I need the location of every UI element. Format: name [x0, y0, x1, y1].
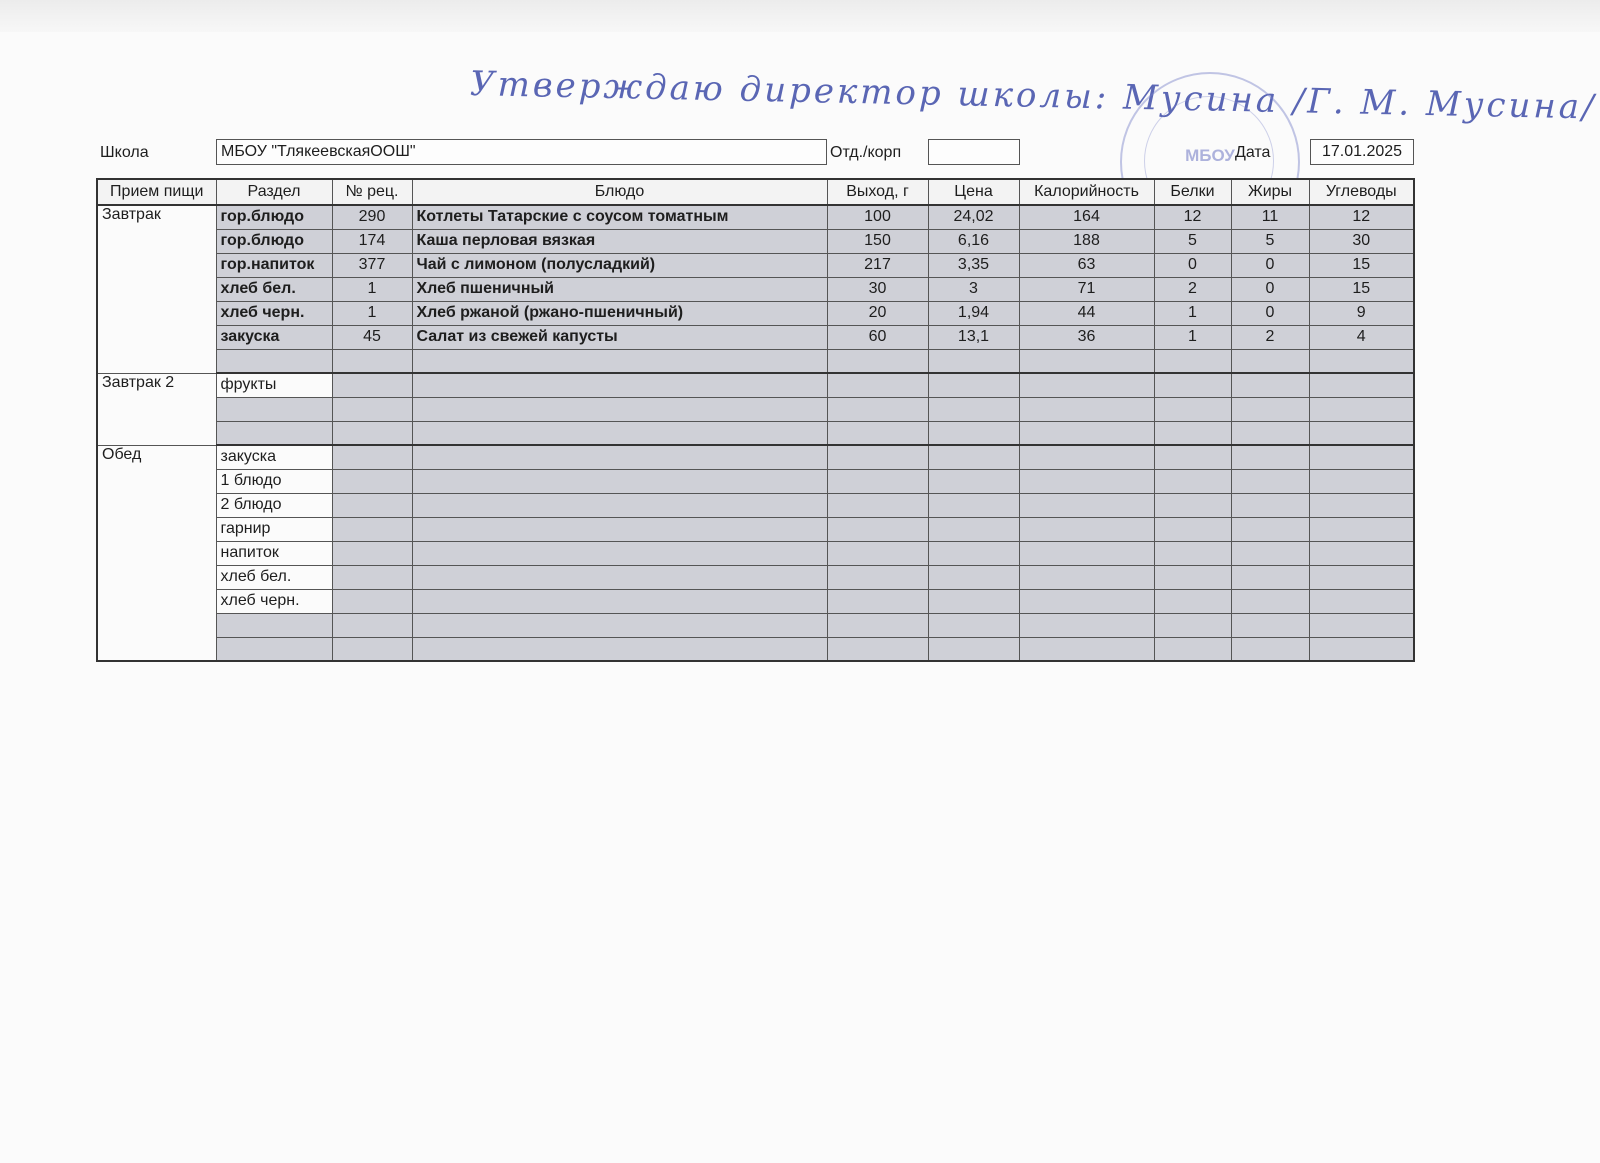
cell-kcal: 63 [1019, 253, 1154, 277]
table-row [97, 613, 1414, 637]
cell-protein [1154, 469, 1231, 493]
cell-carbs [1309, 445, 1414, 469]
table-row [97, 373, 1414, 397]
cell-section: 2 блюдо [216, 493, 332, 517]
cell-carbs [1309, 613, 1414, 637]
cell-dish [412, 589, 827, 613]
col-price: Цена [928, 179, 1019, 205]
cell-fat: 5 [1231, 229, 1309, 253]
cell-section: закуска [216, 325, 332, 349]
cell-kcal [1019, 445, 1154, 469]
col-meal: Прием пищи [97, 179, 216, 205]
cell-recipe [332, 493, 412, 517]
cell-section: гор.блюдо [216, 205, 332, 229]
school-field[interactable]: МБОУ "ТлякеевскаяООШ" [216, 139, 827, 165]
cell-recipe: 174 [332, 229, 412, 253]
col-carbs: Углеводы [1309, 179, 1414, 205]
cell-dish: Хлеб пшеничный [412, 277, 827, 301]
cell-output: 60 [827, 325, 928, 349]
cell-fat [1231, 541, 1309, 565]
cell-dish: Хлеб ржаной (ржано-пшеничный) [412, 301, 827, 325]
approval-signature: Утверждаю директор школы: Мусина /Г. М. Мусина/ [469, 64, 1597, 128]
cell-section [216, 613, 332, 637]
cell-recipe [332, 469, 412, 493]
cell-carbs: 4 [1309, 325, 1414, 349]
cell-output [827, 373, 928, 397]
cell-price [928, 349, 1019, 373]
cell-recipe [332, 445, 412, 469]
cell-fat [1231, 517, 1309, 541]
cell-fat [1231, 613, 1309, 637]
cell-section: гарнир [216, 517, 332, 541]
cell-price [928, 589, 1019, 613]
cell-kcal [1019, 517, 1154, 541]
cell-protein [1154, 445, 1231, 469]
cell-output [827, 445, 928, 469]
table-row [97, 445, 1414, 469]
cell-section [216, 637, 332, 661]
cell-output: 100 [827, 205, 928, 229]
cell-kcal [1019, 421, 1154, 445]
cell-kcal [1019, 469, 1154, 493]
cell-recipe: 290 [332, 205, 412, 229]
cell-protein: 12 [1154, 205, 1231, 229]
cell-price [928, 373, 1019, 397]
cell-kcal [1019, 397, 1154, 421]
cell-protein [1154, 421, 1231, 445]
cell-fat [1231, 373, 1309, 397]
table-row [97, 517, 1414, 541]
cell-section [216, 397, 332, 421]
cell-recipe [332, 541, 412, 565]
cell-dish [412, 469, 827, 493]
col-kcal: Калорийность [1019, 179, 1154, 205]
meal-breakfast2: Завтрак 2 [97, 373, 216, 445]
cell-dish [412, 373, 827, 397]
cell-protein: 0 [1154, 253, 1231, 277]
cell-fat [1231, 445, 1309, 469]
cell-output: 20 [827, 301, 928, 325]
cell-carbs: 12 [1309, 205, 1414, 229]
cell-price [928, 541, 1019, 565]
cell-carbs [1309, 493, 1414, 517]
cell-protein [1154, 517, 1231, 541]
cell-carbs [1309, 541, 1414, 565]
cell-section [216, 349, 332, 373]
cell-section: фрукты [216, 373, 332, 397]
cell-kcal [1019, 349, 1154, 373]
table-row [97, 565, 1414, 589]
col-section: Раздел [216, 179, 332, 205]
cell-output [827, 589, 928, 613]
cell-section: гор.блюдо [216, 229, 332, 253]
cell-output [827, 349, 928, 373]
table-row [97, 589, 1414, 613]
cell-protein [1154, 493, 1231, 517]
table-row [97, 253, 1414, 277]
cell-carbs [1309, 637, 1414, 661]
cell-section: гор.напиток [216, 253, 332, 277]
cell-price [928, 637, 1019, 661]
cell-protein: 1 [1154, 325, 1231, 349]
cell-carbs [1309, 469, 1414, 493]
table-row [97, 397, 1414, 421]
cell-price [928, 613, 1019, 637]
cell-recipe [332, 349, 412, 373]
table-row [97, 325, 1414, 349]
cell-output [827, 637, 928, 661]
cell-carbs: 9 [1309, 301, 1414, 325]
cell-output [827, 565, 928, 589]
cell-kcal [1019, 637, 1154, 661]
cell-recipe [332, 613, 412, 637]
cell-price: 13,1 [928, 325, 1019, 349]
cell-price [928, 493, 1019, 517]
table-row [97, 229, 1414, 253]
table-row [97, 493, 1414, 517]
cell-recipe [332, 517, 412, 541]
cell-recipe [332, 373, 412, 397]
cell-dish: Каша перловая вязкая [412, 229, 827, 253]
cell-recipe [332, 637, 412, 661]
cell-fat: 0 [1231, 277, 1309, 301]
cell-output [827, 541, 928, 565]
cell-fat [1231, 493, 1309, 517]
cell-kcal: 164 [1019, 205, 1154, 229]
cell-carbs: 15 [1309, 253, 1414, 277]
cell-price [928, 469, 1019, 493]
cell-section: хлеб бел. [216, 277, 332, 301]
cell-fat: 2 [1231, 325, 1309, 349]
cell-section [216, 421, 332, 445]
cell-protein: 2 [1154, 277, 1231, 301]
cell-fat [1231, 469, 1309, 493]
cell-protein [1154, 613, 1231, 637]
cell-carbs [1309, 397, 1414, 421]
cell-price: 3 [928, 277, 1019, 301]
cell-recipe: 1 [332, 277, 412, 301]
cell-price [928, 565, 1019, 589]
cell-protein: 1 [1154, 301, 1231, 325]
school-label: Школа [100, 144, 149, 161]
scan-top-band [0, 0, 1600, 32]
cell-section: закуска [216, 445, 332, 469]
cell-price: 24,02 [928, 205, 1019, 229]
cell-price: 1,94 [928, 301, 1019, 325]
cell-dish [412, 397, 827, 421]
cell-section: хлеб черн. [216, 301, 332, 325]
cell-carbs: 15 [1309, 277, 1414, 301]
date-label: Дата [1235, 144, 1271, 161]
cell-dish [412, 517, 827, 541]
table-header-row [97, 179, 1414, 205]
cell-carbs [1309, 517, 1414, 541]
cell-protein [1154, 541, 1231, 565]
cell-recipe [332, 565, 412, 589]
table-row [97, 349, 1414, 373]
cell-recipe: 45 [332, 325, 412, 349]
cell-dish [412, 613, 827, 637]
cell-recipe [332, 397, 412, 421]
cell-section: хлеб черн. [216, 589, 332, 613]
cell-kcal [1019, 565, 1154, 589]
cell-dish [412, 637, 827, 661]
cell-kcal [1019, 373, 1154, 397]
cell-section: 1 блюдо [216, 469, 332, 493]
cell-output [827, 421, 928, 445]
table-row [97, 421, 1414, 445]
cell-kcal [1019, 589, 1154, 613]
cell-fat: 0 [1231, 253, 1309, 277]
cell-output: 217 [827, 253, 928, 277]
cell-carbs [1309, 349, 1414, 373]
cell-carbs [1309, 373, 1414, 397]
cell-output: 150 [827, 229, 928, 253]
col-fat: Жиры [1231, 179, 1309, 205]
cell-fat: 0 [1231, 301, 1309, 325]
cell-output [827, 469, 928, 493]
cell-fat [1231, 637, 1309, 661]
cell-output [827, 517, 928, 541]
cell-protein [1154, 349, 1231, 373]
cell-dish [412, 445, 827, 469]
cell-carbs: 30 [1309, 229, 1414, 253]
cell-dish: Чай с лимоном (полусладкий) [412, 253, 827, 277]
cell-dish [412, 493, 827, 517]
cell-dish [412, 349, 827, 373]
cell-fat [1231, 397, 1309, 421]
table-row [97, 469, 1414, 493]
col-recipe: № рец. [332, 179, 412, 205]
table-row [97, 205, 1414, 229]
cell-protein: 5 [1154, 229, 1231, 253]
cell-protein [1154, 637, 1231, 661]
cell-dish: Салат из свежей капусты [412, 325, 827, 349]
menu-table [96, 178, 1415, 662]
cell-section: хлеб бел. [216, 565, 332, 589]
cell-kcal: 36 [1019, 325, 1154, 349]
cell-dish [412, 541, 827, 565]
cell-recipe: 377 [332, 253, 412, 277]
cell-output [827, 613, 928, 637]
col-output: Выход, г [827, 179, 928, 205]
cell-kcal: 44 [1019, 301, 1154, 325]
meal-breakfast: Завтрак [97, 205, 216, 373]
cell-price [928, 421, 1019, 445]
date-field[interactable]: 17.01.2025 [1310, 139, 1414, 165]
cell-carbs [1309, 565, 1414, 589]
table-row [97, 277, 1414, 301]
cell-protein [1154, 373, 1231, 397]
cell-price [928, 445, 1019, 469]
cell-carbs [1309, 421, 1414, 445]
cell-recipe [332, 421, 412, 445]
cell-fat [1231, 589, 1309, 613]
cell-protein [1154, 397, 1231, 421]
cell-fat [1231, 421, 1309, 445]
dept-label: Отд./корп [830, 144, 902, 161]
cell-section: напиток [216, 541, 332, 565]
dept-field[interactable] [928, 139, 1020, 165]
cell-kcal: 188 [1019, 229, 1154, 253]
cell-fat: 11 [1231, 205, 1309, 229]
cell-dish [412, 565, 827, 589]
stamp-text: МБОУ [1185, 146, 1235, 165]
cell-price: 6,16 [928, 229, 1019, 253]
meal-lunch: Обед [97, 445, 216, 661]
cell-dish [412, 421, 827, 445]
cell-recipe: 1 [332, 301, 412, 325]
table-row [97, 541, 1414, 565]
cell-protein [1154, 589, 1231, 613]
cell-kcal [1019, 541, 1154, 565]
cell-carbs [1309, 589, 1414, 613]
col-dish: Блюдо [412, 179, 827, 205]
cell-kcal: 71 [1019, 277, 1154, 301]
cell-price [928, 397, 1019, 421]
cell-kcal [1019, 493, 1154, 517]
table-row [97, 637, 1414, 661]
cell-fat [1231, 565, 1309, 589]
table-row [97, 301, 1414, 325]
cell-output: 30 [827, 277, 928, 301]
cell-kcal [1019, 613, 1154, 637]
cell-protein [1154, 565, 1231, 589]
cell-price: 3,35 [928, 253, 1019, 277]
cell-output [827, 397, 928, 421]
cell-recipe [332, 589, 412, 613]
cell-dish: Котлеты Татарские с соусом томатным [412, 205, 827, 229]
col-protein: Белки [1154, 179, 1231, 205]
cell-price [928, 517, 1019, 541]
cell-fat [1231, 349, 1309, 373]
cell-output [827, 493, 928, 517]
